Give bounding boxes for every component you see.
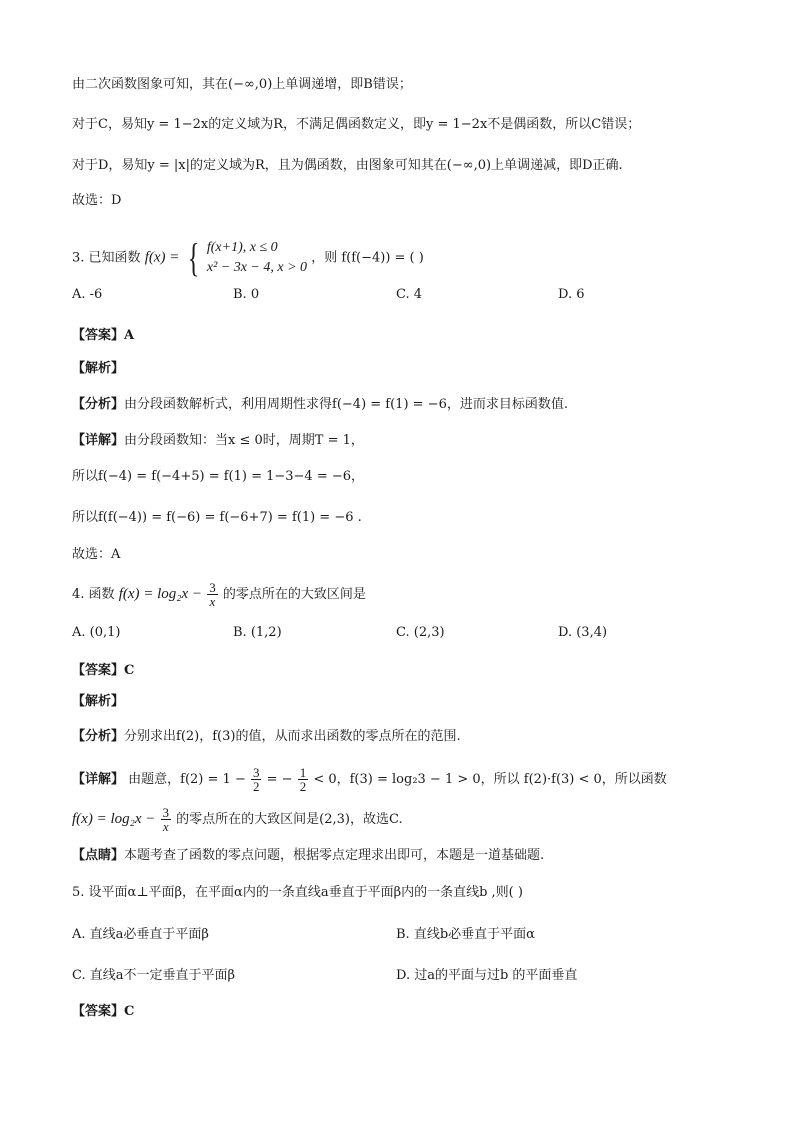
q3-option-b: B. 0 <box>233 287 260 302</box>
q3-step-1: 所以f(−4) = f(−4+5) = f(1) = 1−3−4 = −6， <box>72 469 365 484</box>
q3-jiexi: 【解析】 <box>72 361 125 376</box>
question-4-fraction <box>207 581 218 608</box>
fraction-denominator: x <box>162 819 169 834</box>
q4-fenxi-text: 分别求出f(2)，f(3)的值，从而求出函数的零点所在的范围. <box>124 729 461 744</box>
question-4-function: f(x) = log₂x − <box>118 586 203 602</box>
fraction-numerator: 3 <box>252 765 260 780</box>
choose-line: 故选：D <box>72 193 122 208</box>
fraction-denominator: x <box>209 594 216 609</box>
q4-xiangjie-a: 由题意，f(2) = 1 − <box>128 772 246 787</box>
q3-choose: 故选：A <box>72 547 121 562</box>
q4-fraction-1 <box>251 766 262 793</box>
fraction-numerator: 1 <box>299 765 307 780</box>
question-3-function: f(x) = <box>144 249 180 266</box>
q3-fenxi-text: 由分段函数解析式，利用周期性求得f(−4) = f(1) = −6，进而求目标函数值. <box>124 397 568 412</box>
piecewise-cases <box>207 238 307 278</box>
q5-option-a: A. 直线a必垂直于平面β <box>72 927 209 942</box>
fraction-numerator: 3 <box>209 580 216 595</box>
question-3-prefix: 3. 已知函数 <box>72 250 141 266</box>
q4-answer: 【答案】C <box>72 663 135 678</box>
q5-option-d: D. 过a的平面与过b 的平面垂直 <box>396 968 578 983</box>
q3-xiangjie-text: 由分段函数知：当x ≤ 0时，周期T = 1， <box>124 433 364 448</box>
q3-answer: 【答案】A <box>72 328 135 343</box>
q4-fraction-3 <box>161 806 172 833</box>
question-3-stem <box>72 235 424 280</box>
q4-xiangjie-b: = − <box>266 772 293 787</box>
question-4-stem <box>72 581 366 608</box>
solution-line-d: 对于D，易知y = |x|的定义域为R，且为偶函数，由图象可知其在(−∞,0)上单调递减，即D正确. <box>72 158 623 173</box>
q3-fenxi-label: 【分析】 <box>72 397 125 412</box>
q4-option-b: B. (1,2) <box>233 625 282 640</box>
question-4-suffix: 的零点所在的大致区间是 <box>222 587 366 602</box>
q3-option-d: D. 6 <box>558 287 585 302</box>
solution-line-c: 对于C，易知y = 1−2x的定义域为R，不满足偶函数定义，即y = 1−2x不是偶函数，所以C错误； <box>72 117 641 132</box>
q3-option-c: C. 4 <box>396 287 423 302</box>
piecewise-brace: { <box>187 235 199 280</box>
q4-xiangjie-label: 【详解】 <box>72 772 125 787</box>
q4-option-a: A. (0,1) <box>72 625 121 640</box>
q5-answer: 【答案】C <box>72 1004 135 1019</box>
q4-fenxi-label: 【分析】 <box>72 729 125 744</box>
fraction-numerator: 3 <box>162 805 169 820</box>
q4-dianjing <box>72 846 544 866</box>
solution-line-b: 由二次函数图象可知，其在(−∞,0)上单调递增，即B错误； <box>72 77 412 92</box>
q3-step-2: 所以f(f(−4)) = f(−6) = f(−6+7) = f(1) = −6 . <box>72 510 362 525</box>
q3-option-a: A. -6 <box>72 287 103 302</box>
q4-jiexi: 【解析】 <box>72 694 125 709</box>
q5-option-c: C. 直线a不一定垂直于平面β <box>72 968 236 983</box>
piecewise-case-1: f(x+1), x ≤ 0 <box>206 240 278 255</box>
q4-line2-function: f(x) = log₂x − <box>72 811 156 827</box>
question-5-stem: 5. 设平面α⊥平面β，在平面α内的一条直线a垂直于平面β内的一条直线b ,则( ) <box>72 885 523 900</box>
q3-xiangjie-label: 【详解】 <box>72 433 125 448</box>
q4-xiangjie-c: < 0，f(3) = log₂3 − 1 > 0，所以 f(2)·f(3) < 0，所以函数 <box>313 772 667 787</box>
question-3-suffix: ，则 f(f(−4)) = ( ) <box>311 250 424 266</box>
fraction-denominator: 2 <box>299 779 307 794</box>
q4-dianjing-label: 【点睛】 <box>72 848 125 863</box>
fraction-denominator: 2 <box>252 779 260 794</box>
q4-option-c: C. (2,3) <box>396 625 445 640</box>
q4-option-d: D. (3,4) <box>558 625 608 640</box>
q4-dianjing-text: 本题考查了函数的零点问题，根据零点定理求出即可，本题是一道基础题. <box>124 848 545 863</box>
q3-fenxi <box>72 395 568 415</box>
question-4-prefix: 4. 函数 <box>72 587 115 602</box>
q4-xiangjie <box>72 766 667 793</box>
q5-option-b: B. 直线b必垂直于平面α <box>396 927 535 942</box>
q4-xiangjie-line-2 <box>72 806 403 833</box>
q4-fenxi <box>72 727 461 747</box>
q4-line2-text: 的零点所在的大致区间是(2,3)，故选C. <box>176 812 403 827</box>
q3-xiangjie <box>72 431 364 451</box>
q4-fraction-2 <box>298 766 309 793</box>
piecewise-case-2: x² − 3x − 4, x > 0 <box>206 260 308 275</box>
